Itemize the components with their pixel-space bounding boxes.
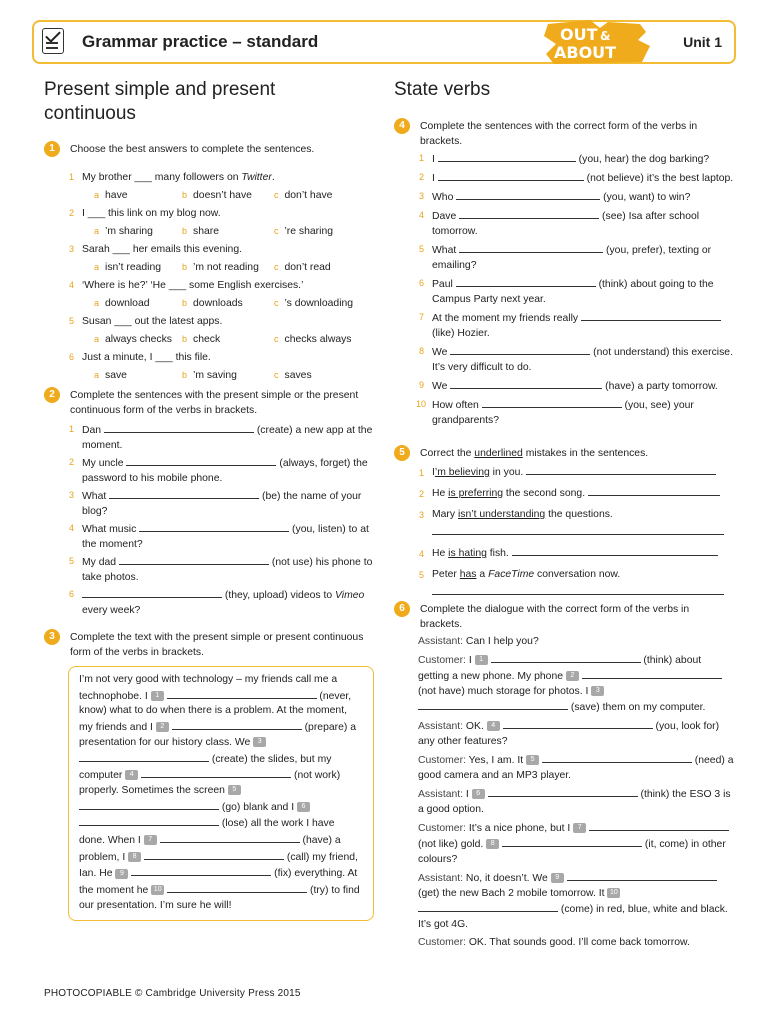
exercise-instruction: Complete the sentences with the correct form of the verbs in brackets. bbox=[420, 121, 698, 147]
worksheet-title: Grammar practice – standard bbox=[82, 32, 319, 51]
sentence-item: 6 Paul (think) about going to the Campus Party next year. bbox=[419, 278, 714, 305]
checklist-icon bbox=[42, 28, 64, 54]
sentence-item: 4 What music (you, listen) to at the moment? bbox=[69, 523, 369, 550]
svg-text:&: & bbox=[600, 29, 611, 43]
sentence-item: 6 (they, upload) videos to Vimeo every week? bbox=[69, 589, 365, 616]
answer-option-a: a always checks bbox=[94, 334, 173, 345]
dialogue-line: Customer: Yes, I am. It 5 (need) a good camera and an MP3 player. bbox=[418, 752, 734, 783]
unit-label: Unit 1 bbox=[683, 34, 722, 50]
left-section-title: Present simple and present continuous bbox=[44, 79, 276, 124]
exercise-number-badge: 5 bbox=[394, 445, 410, 461]
correction-item: 4 He is hating fish. bbox=[394, 545, 734, 563]
exercise-instruction: Complete the dialogue with the correct form of the verbs in brackets. bbox=[420, 604, 690, 630]
sentence-item: 4 Dave (see) Isa after school tomorrow. bbox=[419, 210, 700, 237]
sentence-item: 9 We (have) a party tomorrow. bbox=[419, 380, 718, 392]
dialogue-line: Assistant: I 6 (think) the ESO 3 is a good option. bbox=[418, 786, 734, 817]
answer-option-c: c ’s downloading bbox=[274, 298, 354, 309]
right-section-title: State verbs bbox=[394, 79, 491, 100]
answer-options bbox=[44, 224, 364, 242]
page-header bbox=[32, 20, 736, 64]
answer-options bbox=[44, 368, 364, 386]
answer-option-a: a save bbox=[94, 370, 127, 381]
exercise-number-badge: 3 bbox=[44, 629, 60, 645]
answer-options bbox=[44, 260, 364, 278]
question-item: 2 I ___ this link on my blog now. bbox=[69, 208, 221, 219]
sentence-item: 8 We (not understand) this exercise. It’s very difficult to do. bbox=[419, 346, 733, 373]
sentence-item: 3 Who (you, want) to win? bbox=[419, 191, 691, 203]
copyright-footer: PHOTOCOPIABLE © Cambridge University Press 2015 bbox=[44, 988, 301, 999]
dialogue-line: Assistant: OK. 4 (you, look for) any other features? bbox=[418, 718, 734, 749]
dialogue-line: Assistant: No, it doesn’t. We 9 (get) the new Bach 2 mobile tomorrow. It 10 (come) in red, blue, white and black. It’s got 4G. bbox=[418, 870, 734, 932]
exercise-4 bbox=[394, 119, 734, 431]
question-item: 5 Susan ___ out the latest apps. bbox=[69, 316, 223, 327]
exercise-instruction: Correct the underlined mistakes in the sentences. bbox=[420, 448, 649, 459]
answer-options bbox=[44, 332, 364, 350]
sentence-item: 1 Dan (create) a new app at the moment. bbox=[69, 424, 373, 451]
answer-option-b: b ’m saving bbox=[182, 370, 237, 381]
sentence-item: 5 What (you, prefer), texting or emailing? bbox=[419, 244, 712, 271]
sentence-item: 2 I (not believe) it’s the best laptop. bbox=[419, 172, 734, 184]
answer-option-c: c don’t have bbox=[274, 190, 333, 201]
answer-option-c: c checks always bbox=[274, 334, 352, 345]
exercise-number-badge: 6 bbox=[394, 601, 410, 617]
exercise-6 bbox=[394, 602, 734, 953]
exercise-2 bbox=[44, 388, 374, 620]
answer-options bbox=[44, 188, 364, 206]
answer-option-c: c ’re sharing bbox=[274, 226, 334, 237]
sentence-item: 1 I (you, hear) the dog barking? bbox=[419, 153, 710, 165]
sentence-item: 5 My dad (not use) his phone to take photos. bbox=[69, 556, 373, 583]
correction-item: 3 Mary isn’t understanding the questions. bbox=[394, 506, 734, 542]
dialogue-line: Assistant: Can I help you? bbox=[418, 636, 539, 647]
exercise-5 bbox=[394, 446, 734, 605]
answer-option-c: c saves bbox=[274, 370, 312, 381]
dialogue-line: Customer: It’s a nice phone, but I 7 (not like) gold. 8 (it, come) in other colours? bbox=[418, 820, 734, 867]
exercise-1 bbox=[44, 142, 364, 386]
exercise-3 bbox=[44, 630, 374, 921]
passage-box: I’m not very good with technology – my friends call me a technophobe. I 1 (never, know) what to do when there is a problem. At the moment, my friends and I 2 (prepare) a presentation for our history class. We 3 (create) the slides, but my computer 4 (not work) properly. Sometimes the screen 5 (go) blank and I 6 (lose) all the work I have done. When I 7 (have) a problem, I 8 (call) my friend, Ian. He 9 (fix) everything. At the moment he 10 (try) to find our presentation. I’m sure he will! bbox=[68, 666, 374, 921]
exercise-instruction: Choose the best answers to complete the sentences. bbox=[70, 144, 315, 155]
correction-item: 1 I’m believing in you. bbox=[394, 464, 734, 482]
sentence-item: 2 My uncle (always, forget) the password to his mobile phone. bbox=[69, 457, 368, 484]
correction-item: 5 Peter has a FaceTime conversation now. bbox=[394, 566, 734, 602]
svg-text:ABOUT: ABOUT bbox=[554, 43, 617, 62]
answer-option-b: b check bbox=[182, 334, 221, 345]
dialogue-line: Customer: I 1 (think) about getting a new phone. My phone 2 (not have) much storage for photos. I 3 (save) them on my computer. bbox=[418, 652, 734, 715]
answer-option-a: a ’m sharing bbox=[94, 226, 153, 237]
answer-option-b: b share bbox=[182, 226, 220, 237]
question-item: 1 My brother ___ many followers on Twitter. bbox=[69, 172, 275, 183]
exercise-number-badge: 2 bbox=[44, 387, 60, 403]
exercise-number-badge: 1 bbox=[44, 141, 60, 157]
out-and-about-logo bbox=[542, 18, 668, 66]
question-item: 6 Just a minute, I ___ this file. bbox=[69, 352, 211, 363]
answer-option-b: b ’m not reading bbox=[182, 262, 259, 273]
answer-option-b: b downloads bbox=[182, 298, 243, 309]
answer-option-a: a download bbox=[94, 298, 150, 309]
question-item: 4 ‘Where is he?’ ‘He ___ some English exercises.’ bbox=[69, 280, 304, 291]
question-item: 3 Sarah ___ her emails this evening. bbox=[69, 244, 242, 255]
dialogue-line: Customer: OK. That sounds good. I’ll come back tomorrow. bbox=[418, 937, 690, 948]
correction-item: 2 He is preferring the second song. bbox=[394, 485, 734, 503]
svg-text:OUT: OUT bbox=[560, 25, 598, 44]
answer-option-c: c don’t read bbox=[274, 262, 331, 273]
sentence-item: 3 What (be) the name of your blog? bbox=[69, 490, 362, 517]
sentence-item: 10 How often (you, see) your grandparents? bbox=[416, 399, 694, 426]
answer-options bbox=[44, 296, 364, 314]
exercise-instruction: Complete the sentences with the present simple or the present continuous form of the verbs in brackets. bbox=[70, 390, 359, 416]
answer-option-a: a isn’t reading bbox=[94, 262, 162, 273]
answer-option-b: b doesn’t have bbox=[182, 190, 252, 201]
exercise-instruction: Complete the text with the present simple or present continuous form of the verbs in brackets. bbox=[70, 632, 364, 658]
answer-option-a: a have bbox=[94, 190, 128, 201]
sentence-item: 7 At the moment my friends really (like) Hozier. bbox=[394, 310, 734, 341]
exercise-number-badge: 4 bbox=[394, 118, 410, 134]
